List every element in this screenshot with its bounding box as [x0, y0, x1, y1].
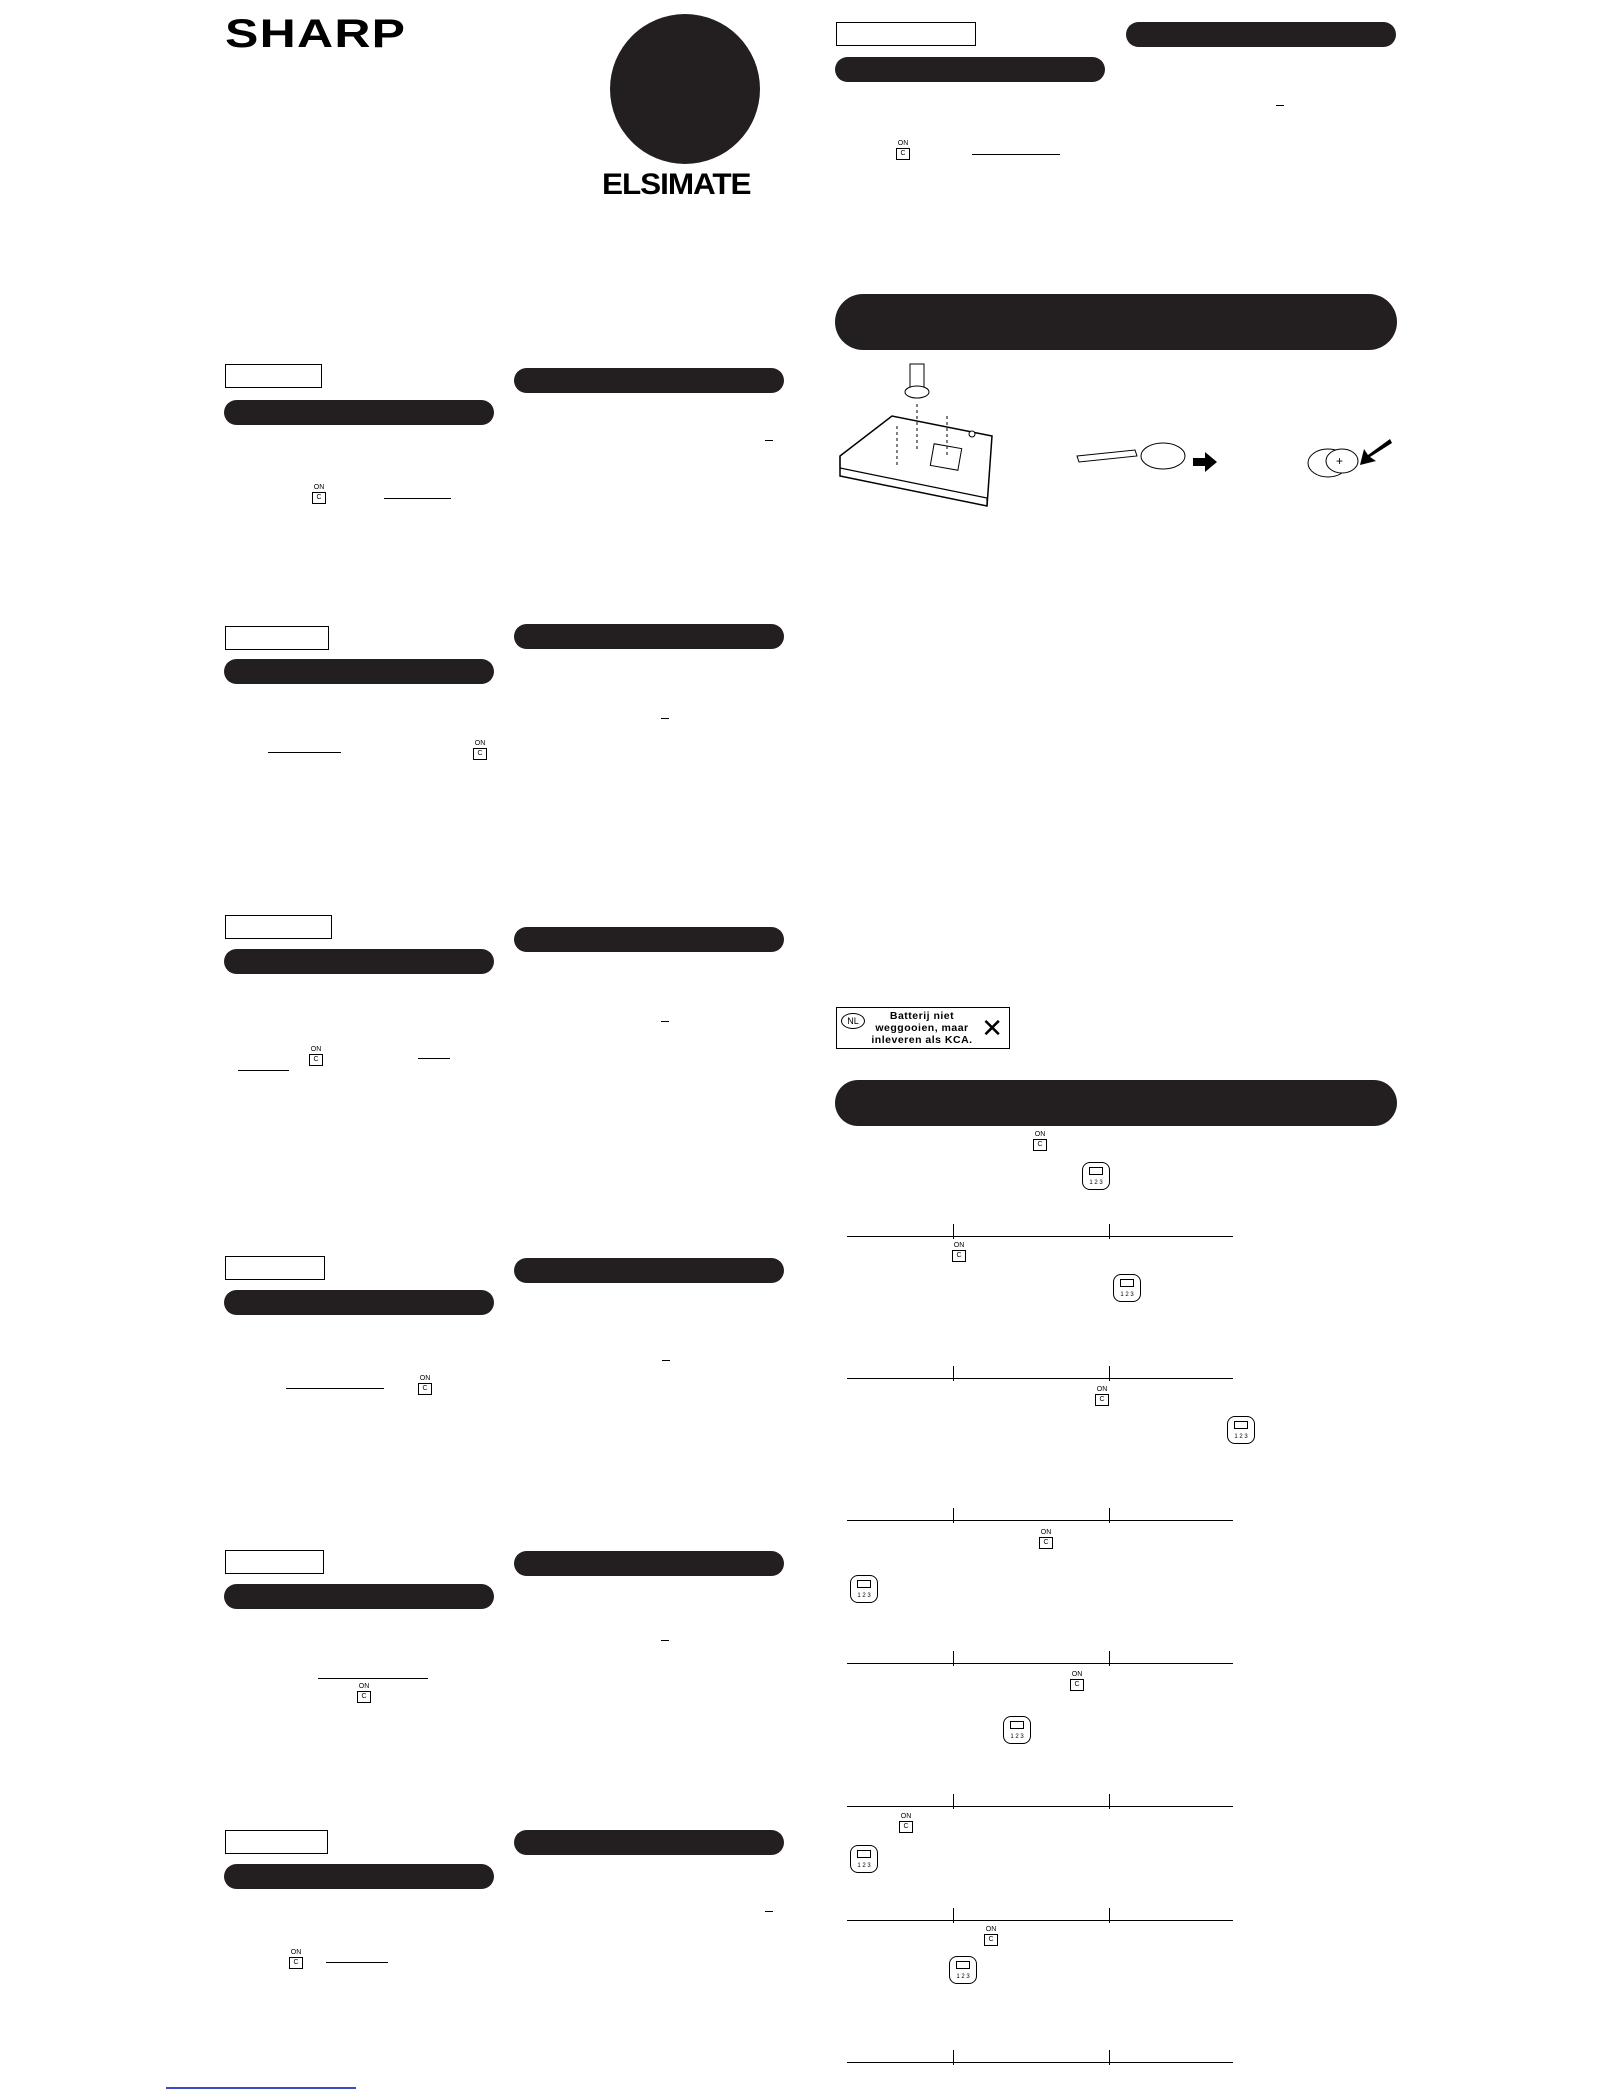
on-clear-key: ON C	[897, 1813, 915, 1835]
timeline	[847, 1520, 1233, 1521]
calculator-back-illustration	[832, 356, 1002, 516]
on-clear-key: ON C	[307, 1046, 325, 1068]
dash	[661, 1640, 669, 1641]
section-header-3-right	[514, 927, 784, 952]
language-label-box-2	[225, 626, 329, 650]
slide-switch-icon: 1 2 3	[1227, 1416, 1255, 1444]
on-clear-key: ON C	[310, 484, 328, 506]
dash	[1276, 105, 1284, 106]
timeline-tick	[953, 1794, 954, 1809]
section-header-1-left	[224, 400, 494, 425]
on-clear-key: ON C	[287, 1949, 305, 1971]
timeline-tick	[953, 1508, 954, 1523]
on-clear-key: ON C	[894, 140, 912, 162]
language-label-box-1	[225, 364, 322, 388]
insert-battery-illustration	[1298, 435, 1393, 487]
battery-disposal-notice	[836, 1007, 1010, 1049]
slide-switch-icon: 1 2 3	[850, 1575, 878, 1603]
slide-switch-icon: 1 2 3	[1082, 1162, 1110, 1190]
battery-notice-text: Batterij niet weggooien, maar inleveren als KCA.	[871, 1010, 973, 1046]
section-header-4-right	[514, 1258, 784, 1283]
timeline-tick	[953, 1366, 954, 1381]
on-clear-key: ON C	[416, 1375, 434, 1397]
nl-badge: NL	[841, 1013, 865, 1029]
on-clear-key: ON C	[355, 1683, 373, 1705]
section-header-top-left	[835, 57, 1105, 82]
underline	[326, 1962, 388, 1963]
timeline	[847, 2062, 1233, 2063]
slide-switch-icon: 1 2 3	[1003, 1716, 1031, 1744]
on-clear-key: ON C	[982, 1926, 1000, 1948]
slide-switch-icon: 1 2 3	[1113, 1274, 1141, 1302]
elsimate-logo: ELSIMATE	[602, 168, 751, 201]
on-clear-key: ON C	[471, 740, 489, 762]
on-clear-key: ON C	[1037, 1529, 1055, 1551]
language-label-box-4	[225, 1256, 325, 1280]
svg-text:+: +	[1336, 454, 1344, 468]
timeline-tick	[953, 1651, 954, 1666]
underline	[418, 1058, 450, 1059]
slide-switch-icon: 1 2 3	[850, 1845, 878, 1873]
crossed-out-bin-icon: ✕	[981, 1013, 1003, 1043]
timeline-tick	[1109, 2050, 1110, 2065]
timeline	[847, 1236, 1233, 1237]
section-header-3-left	[224, 949, 494, 974]
language-label-box-6	[225, 1830, 328, 1854]
dash	[662, 1360, 670, 1361]
section-header-top-right	[1126, 22, 1396, 47]
dash	[661, 1021, 669, 1022]
section-header-2-right	[514, 624, 784, 649]
on-clear-key: ON C	[950, 1242, 968, 1264]
timeline-tick	[953, 1908, 954, 1923]
slide-switch-icon: 1 2 3	[949, 1956, 977, 1984]
section-header-2-left	[224, 659, 494, 684]
timeline-tick	[1109, 1651, 1110, 1666]
footer-link[interactable]	[166, 2087, 356, 2089]
timeline-tick	[953, 1224, 954, 1239]
on-clear-key: ON C	[1031, 1131, 1049, 1153]
underline	[286, 1388, 384, 1389]
timeline-tick	[1109, 1508, 1110, 1523]
section-header-6-right	[514, 1830, 784, 1855]
underline	[268, 752, 341, 753]
section-header-5-right	[514, 1551, 784, 1576]
logo-circle	[610, 14, 760, 164]
underline	[972, 154, 1060, 155]
underline	[384, 498, 451, 499]
timeline-tick	[1109, 1908, 1110, 1923]
language-label-box-3	[225, 915, 332, 939]
dash	[661, 718, 669, 719]
display-adjust-header	[835, 1080, 1397, 1126]
section-header-1-right	[514, 368, 784, 393]
pen-remove-battery-illustration	[1075, 436, 1220, 482]
on-clear-key: ON C	[1068, 1671, 1086, 1693]
language-label-box-5	[225, 1550, 324, 1574]
timeline	[847, 1920, 1233, 1921]
timeline-tick	[1109, 1366, 1110, 1381]
timeline-tick	[1109, 1794, 1110, 1809]
underline	[238, 1070, 289, 1071]
timeline	[847, 1806, 1233, 1807]
dash	[765, 440, 773, 441]
timeline-tick	[1109, 1224, 1110, 1239]
dash	[765, 1911, 773, 1912]
underline	[318, 1678, 428, 1679]
timeline	[847, 1663, 1233, 1664]
sharp-logo: SHARP	[225, 12, 407, 56]
battery-replacement-header	[835, 294, 1397, 350]
section-header-6-left	[224, 1864, 494, 1889]
section-header-5-left	[224, 1584, 494, 1609]
timeline-tick	[953, 2050, 954, 2065]
language-label-box-top	[836, 22, 976, 46]
section-header-4-left	[224, 1290, 494, 1315]
on-clear-key: ON C	[1093, 1386, 1111, 1408]
timeline	[847, 1378, 1233, 1379]
